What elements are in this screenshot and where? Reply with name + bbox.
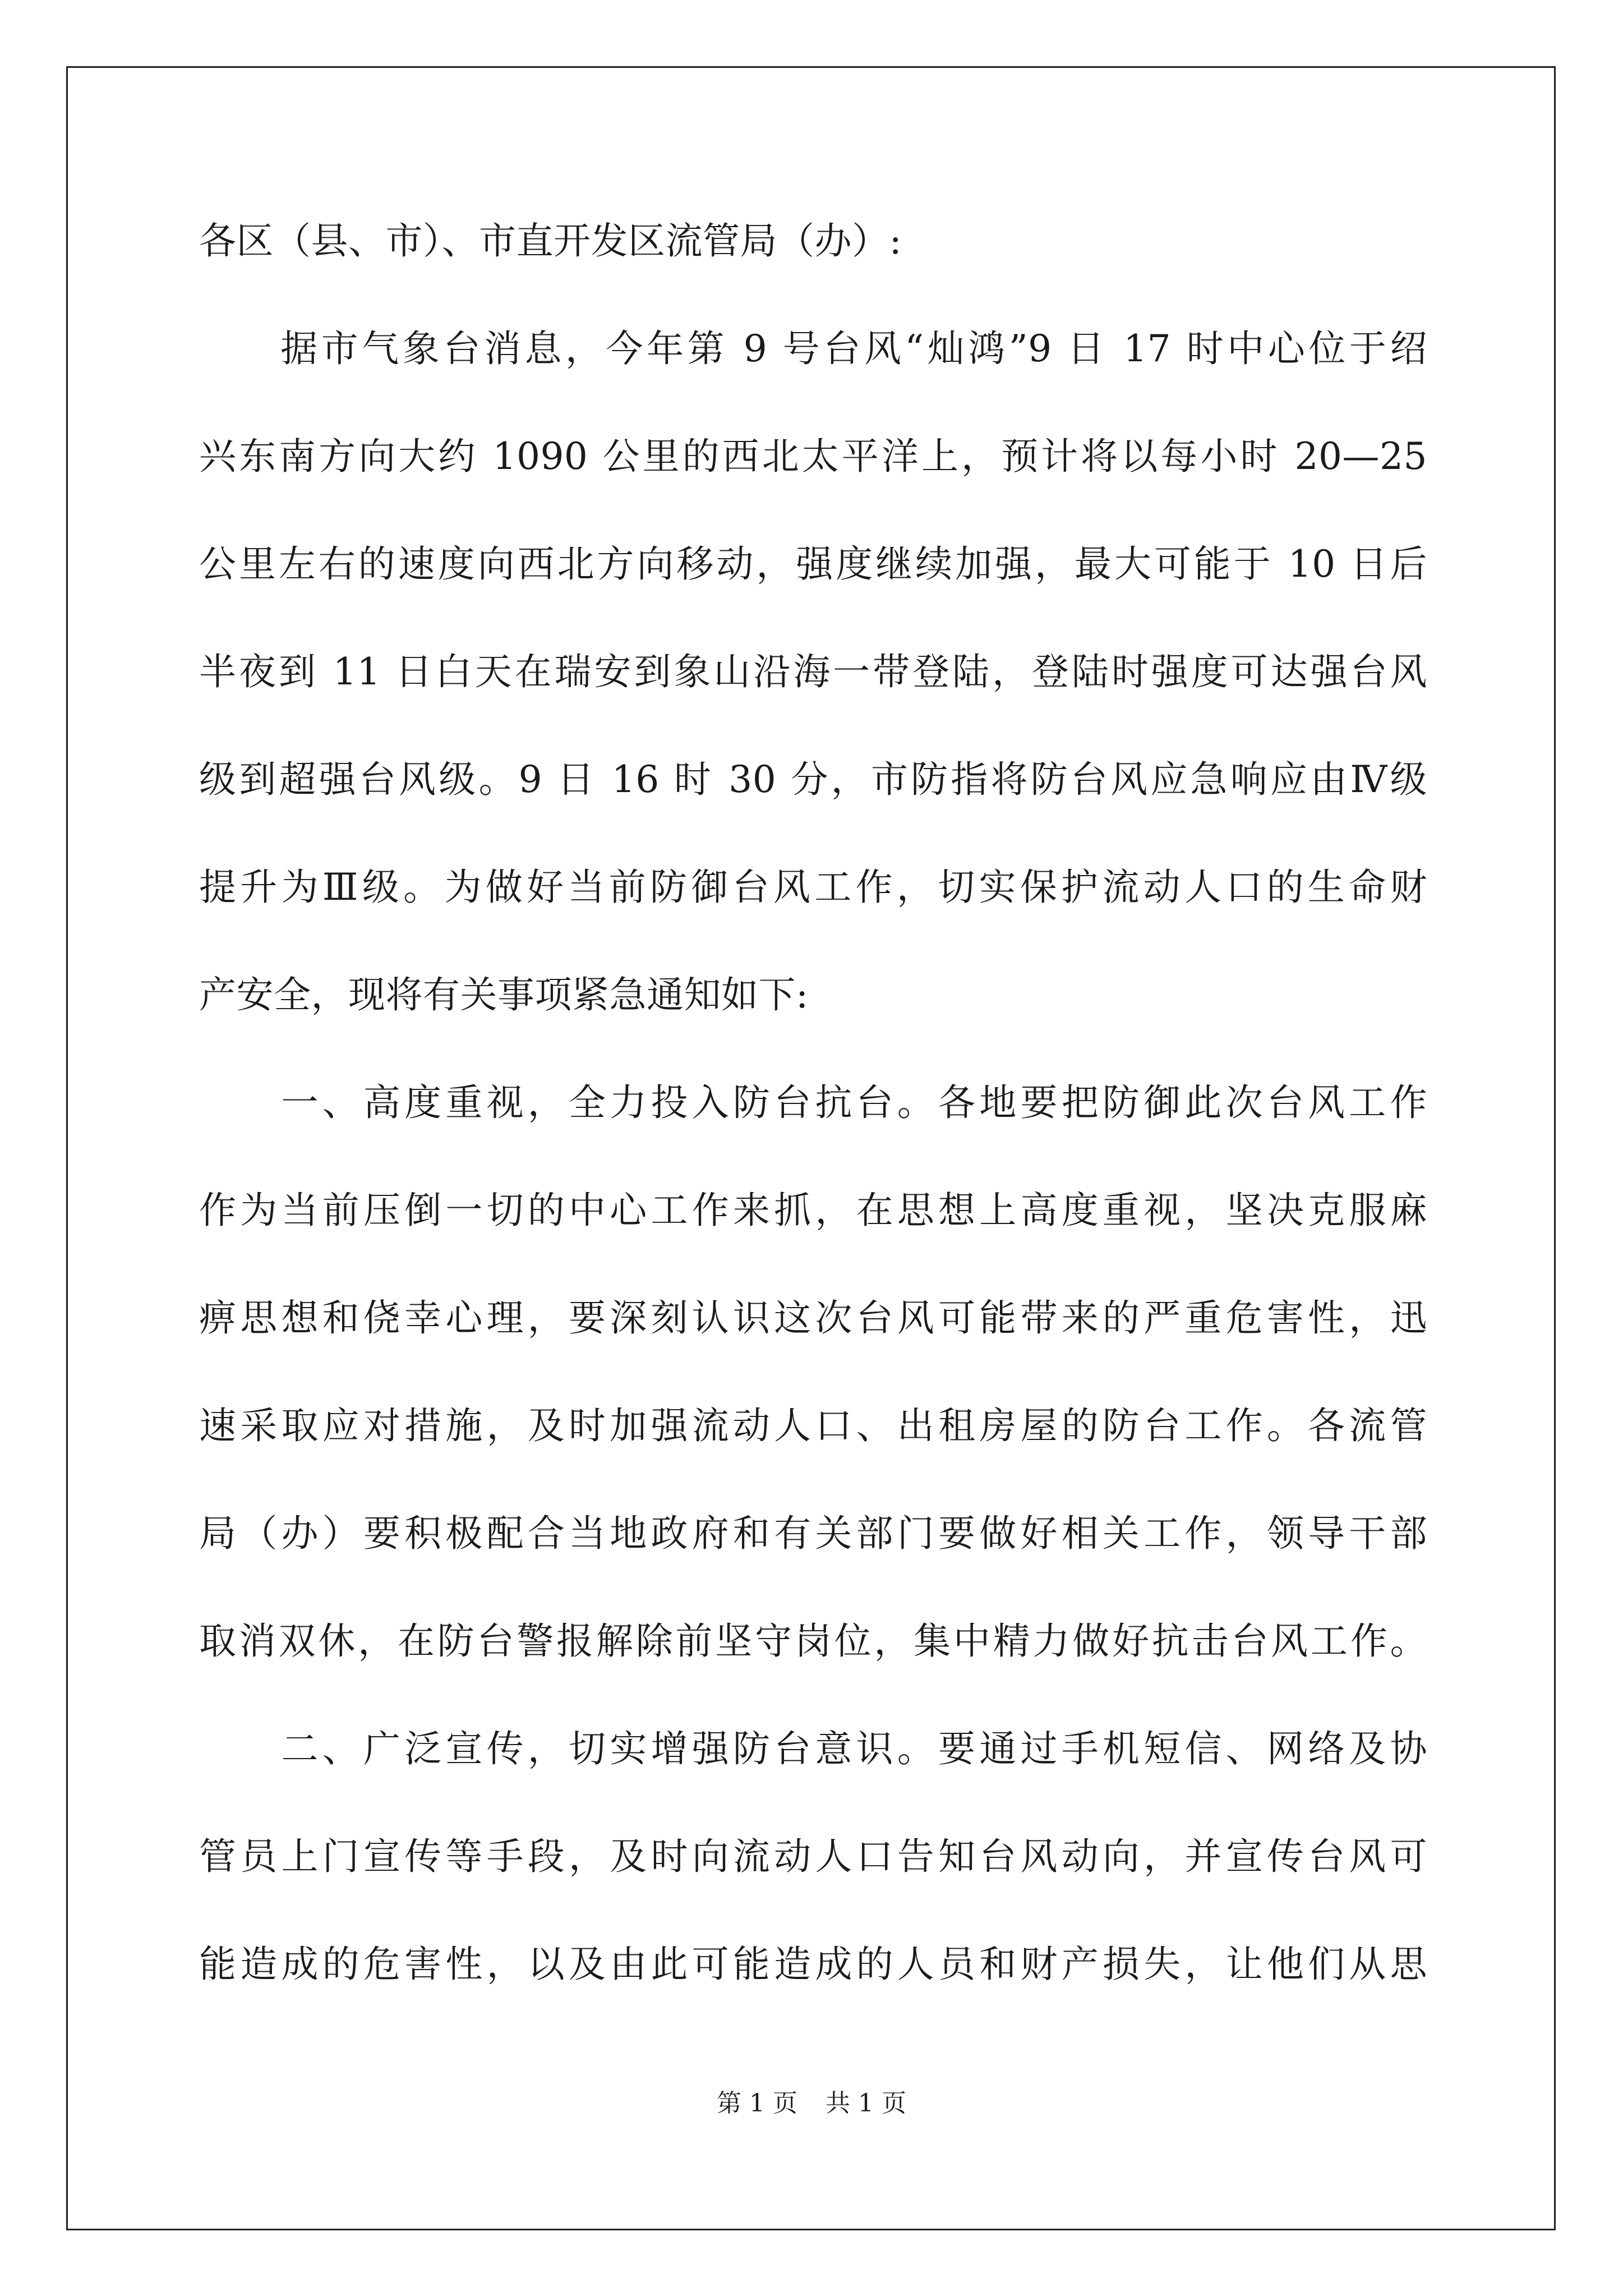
page-border (66, 66, 1556, 2230)
page-footer (0, 2087, 1623, 2120)
text-line: 能造成的危害性，以及由此可能造成的人员和财产损失，让他们从思 (199, 1943, 1427, 1986)
text-line: 管员上门宣传等手段，及时向流动人口告知台风动向，并宣传台风可 (199, 1835, 1427, 1878)
text-line: 半夜到 11 日白天在瑞安到象山沿海一带登陆，登陆时强度可达强台风 (199, 650, 1427, 693)
page-number: 第 1 页 (717, 2089, 797, 2118)
page-total: 共 1 页 (826, 2089, 906, 2118)
text-line: 据市气象台消息，今年第 9 号台风“灿鸿”9 日 17 时中心位于绍 (199, 327, 1427, 370)
text-line: 级到超强台风级。9 日 16 时 30 分，市防指将防台风应急响应由Ⅳ级 (199, 758, 1427, 801)
text-line: 局（办）要积极配合当地政府和有关部门要做好相关工作，领导干部 (199, 1512, 1427, 1555)
text-line: 提升为Ⅲ级。为做好当前防御台风工作，切实保护流动人口的生命财 (199, 866, 1427, 909)
text-line: 一、高度重视，全力投入防台抗台。各地要把防御此次台风工作 (199, 1081, 1427, 1124)
text-line: 产安全，现将有关事项紧急通知如下: (199, 973, 809, 1016)
salutation-line: 各区（县、市）、市直开发区流管局（办）: (199, 219, 902, 263)
text-line: 速采取应对措施，及时加强流动人口、出租房屋的防台工作。各流管 (199, 1404, 1427, 1447)
text-line: 作为当前压倒一切的中心工作来抓，在思想上高度重视，坚决克服麻 (199, 1189, 1427, 1232)
text-line: 公里左右的速度向西北方向移动，强度继续加强，最大可能于 10 日后 (199, 542, 1427, 586)
text-line: 取消双休，在防台警报解除前坚守岗位，集中精力做好抗击台风工作。 (199, 1619, 1427, 1663)
text-line: 二、广泛宣传，切实增强防台意识。要通过手机短信、网络及协 (199, 1727, 1427, 1770)
text-line: 兴东南方向大约 1090 公里的西北太平洋上，预计将以每小时 20—25 (199, 435, 1427, 478)
text-line: 痹思想和侥幸心理，要深刻认识这次台风可能带来的严重危害性，迅 (199, 1296, 1427, 1340)
